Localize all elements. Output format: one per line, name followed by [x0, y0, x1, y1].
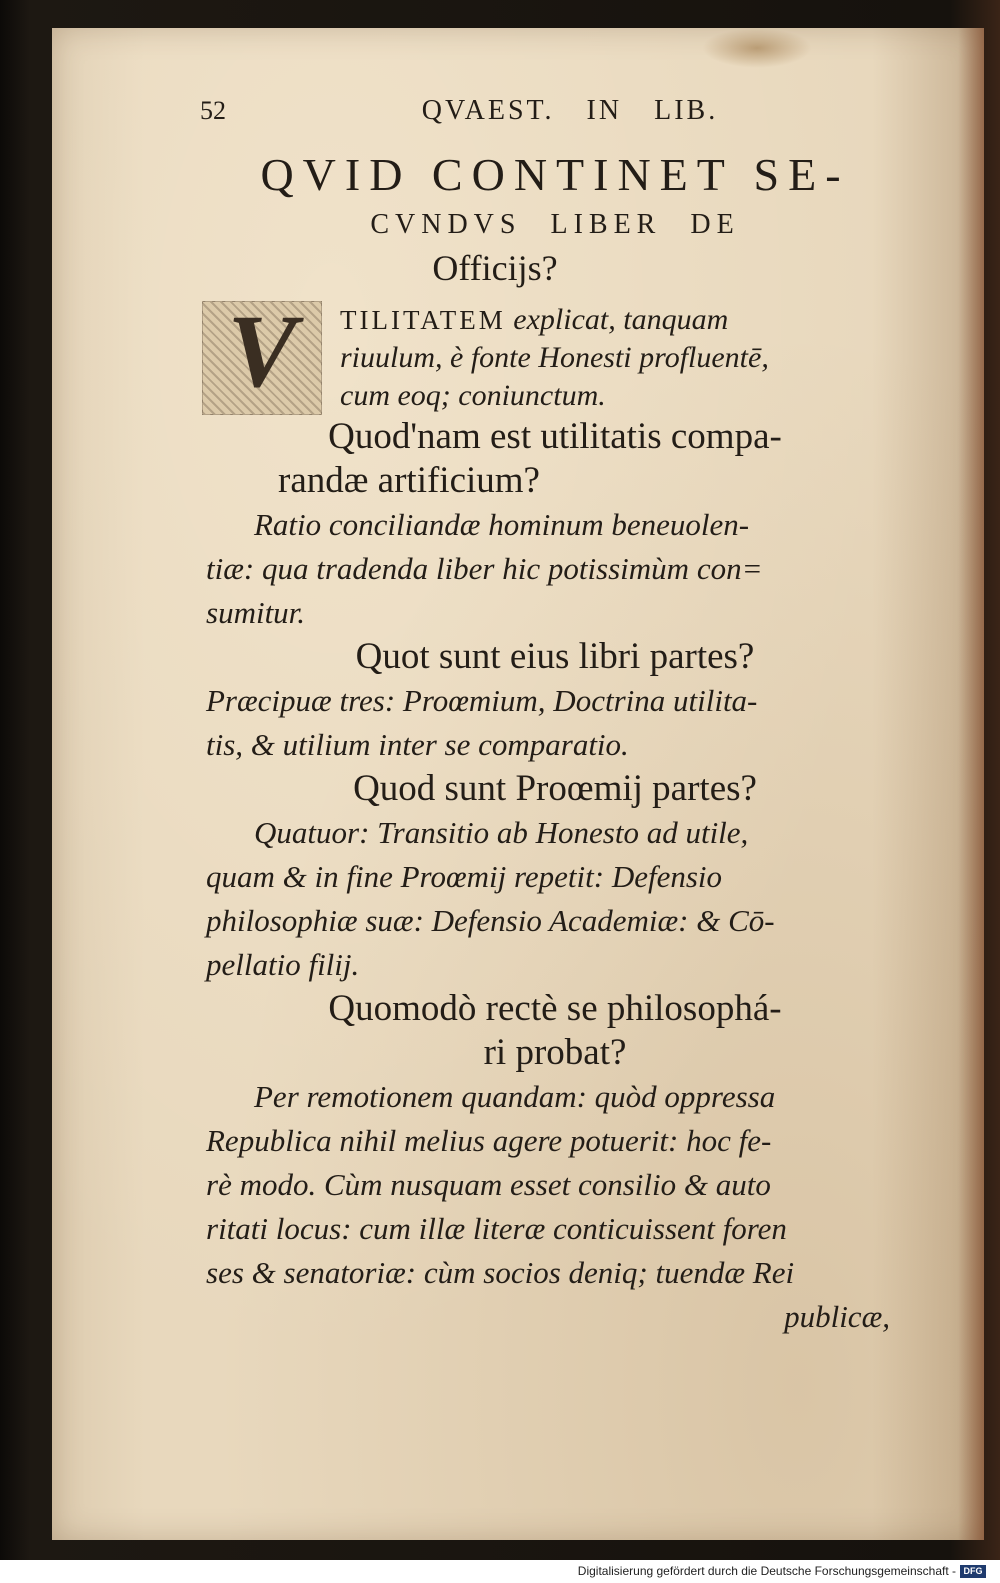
chapter-heading-line2: CVNDVS LIBER DE [370, 209, 740, 240]
question-line: Quomodò rectè se philosophá- [328, 988, 782, 1029]
page-text [200, 95, 910, 1339]
intro-line-3: cum eoq; coniunctum. [340, 379, 606, 412]
answer-line: philosophiæ suæ: Defensio Academiæ: & Cō- [206, 903, 775, 938]
intro-lines [340, 301, 910, 415]
question-line: Quod sunt Proœmij partes? [353, 768, 757, 809]
answer-line: tiæ: qua tradenda liber hic potissimùm con= [206, 551, 763, 586]
question-line: randæ artificium? [278, 460, 540, 501]
question-line: Quot sunt eius libri partes? [355, 636, 755, 677]
catchword: publicæ, [784, 1299, 890, 1334]
answer-line: tis, & utilium inter se comparatio. [206, 727, 629, 762]
digitization-footer [0, 1560, 1000, 1583]
ornamental-initial [202, 294, 322, 415]
answer-line: ses & senatoriæ: cùm socios deniq; tuendæ Rei [206, 1255, 795, 1290]
intro-line-1-rest: explicat, tanquam [505, 303, 729, 336]
dfg-logo: DFG [960, 1565, 986, 1578]
answer-line: Republica nihil melius agere potuerit: hoc fe- [206, 1123, 772, 1158]
intro-line-1 [340, 301, 910, 339]
answer-line: pellatio filij. [206, 947, 360, 982]
answer-line: Per remotionem quandam: quòd oppressa [254, 1079, 776, 1114]
page-edge-shadow [958, 28, 984, 1540]
intro-line-2: riuulum, è fonte Honesti profluentē, [340, 341, 769, 374]
drop-cap-letter: V [227, 294, 297, 409]
answer-line: Quatuor: Transitio ab Honesto ad utile, [254, 815, 749, 850]
running-title: QVAEST. IN LIB. [421, 95, 719, 126]
running-head [200, 95, 910, 139]
answer-line: Ratio conciliandæ hominum beneuolen- [254, 507, 750, 542]
question-line: Quod'nam est utilitatis compa- [328, 416, 782, 457]
answer-line: quam & in fine Proœmij repetit: Defensio [206, 859, 723, 894]
answer-line: rè modo. Cùm nusquam esset consilio & auto [206, 1167, 771, 1202]
chapter-heading-line3: Officijs? [432, 248, 558, 288]
intro-caps: TILITATEM [340, 305, 506, 335]
question-line: ri probat? [483, 1032, 627, 1073]
footer-credit: Digitalisierung gefördert durch die Deutsche Forschungsgemeinschaft - [577, 1564, 956, 1578]
chapter-heading-line1: QVID CONTINET SE- [260, 149, 850, 200]
answer-line: ritati locus: cum illæ literæ conticuissent foren [206, 1211, 787, 1246]
answer-line: sumitur. [206, 595, 306, 630]
page-number: 52 [200, 96, 226, 125]
intro-paragraph [200, 294, 910, 415]
paper-stain [702, 28, 812, 68]
answer-line: Præcipuæ tres: Proœmium, Doctrina utilita- [206, 683, 758, 718]
